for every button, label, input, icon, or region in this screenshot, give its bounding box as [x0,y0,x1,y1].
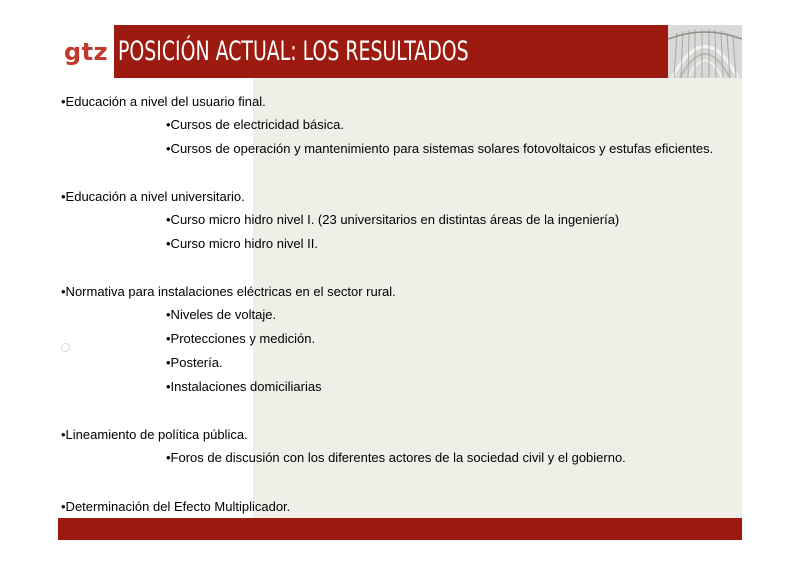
slide [58,25,742,540]
bullet-university-education: •Educación a nivel universitario. [61,189,245,204]
sub-bullet-discussion-forums: •Foros de discusión con los diferentes actores de la sociedad civil y el gobierno. [166,450,626,465]
logo-text: gtz [63,37,109,66]
header-bar [58,25,742,78]
sub-bullet-protections: •Protecciones y medición. [166,331,316,346]
sub-bullet-solar-maintenance: •Cursos de operación y mantenimiento para sistemas solares fotovoltaicos y estufas eficientes. [166,141,714,156]
header-photo [668,25,742,78]
bullet-education-end-user: •Educación a nivel del usuario final. [61,94,266,109]
bullet-multiplier-effect: •Determinación del Efecto Multiplicador. [61,499,291,514]
gtz-logo [58,25,114,78]
sub-bullet-home-installations: •Instalaciones domiciliarias [166,379,322,394]
sub-bullet-voltage-levels: •Niveles de voltaje. [166,307,277,322]
decorative-circle-icon [61,343,70,352]
bullet-public-policy: •Lineamiento de política pública. [61,427,248,442]
bullet-electrical-regulations: •Normativa para instalaciones eléctricas en el sector rural. [61,284,396,299]
page-title: POSICIÓN ACTUAL: LOS RESULTADOS [118,36,469,67]
sub-bullet-micro-hydro-1: •Curso micro hidro nivel I. (23 universitarios en distintas áreas de la ingeniería) [166,212,620,227]
architecture-image-icon [668,25,742,78]
sub-bullet-basic-electricity: •Cursos de electricidad básica. [166,117,344,132]
sub-bullet-micro-hydro-2: •Curso micro hidro nivel II. [166,236,318,251]
sub-bullet-posts: •Postería. [166,355,223,370]
footer-bar [58,518,742,540]
